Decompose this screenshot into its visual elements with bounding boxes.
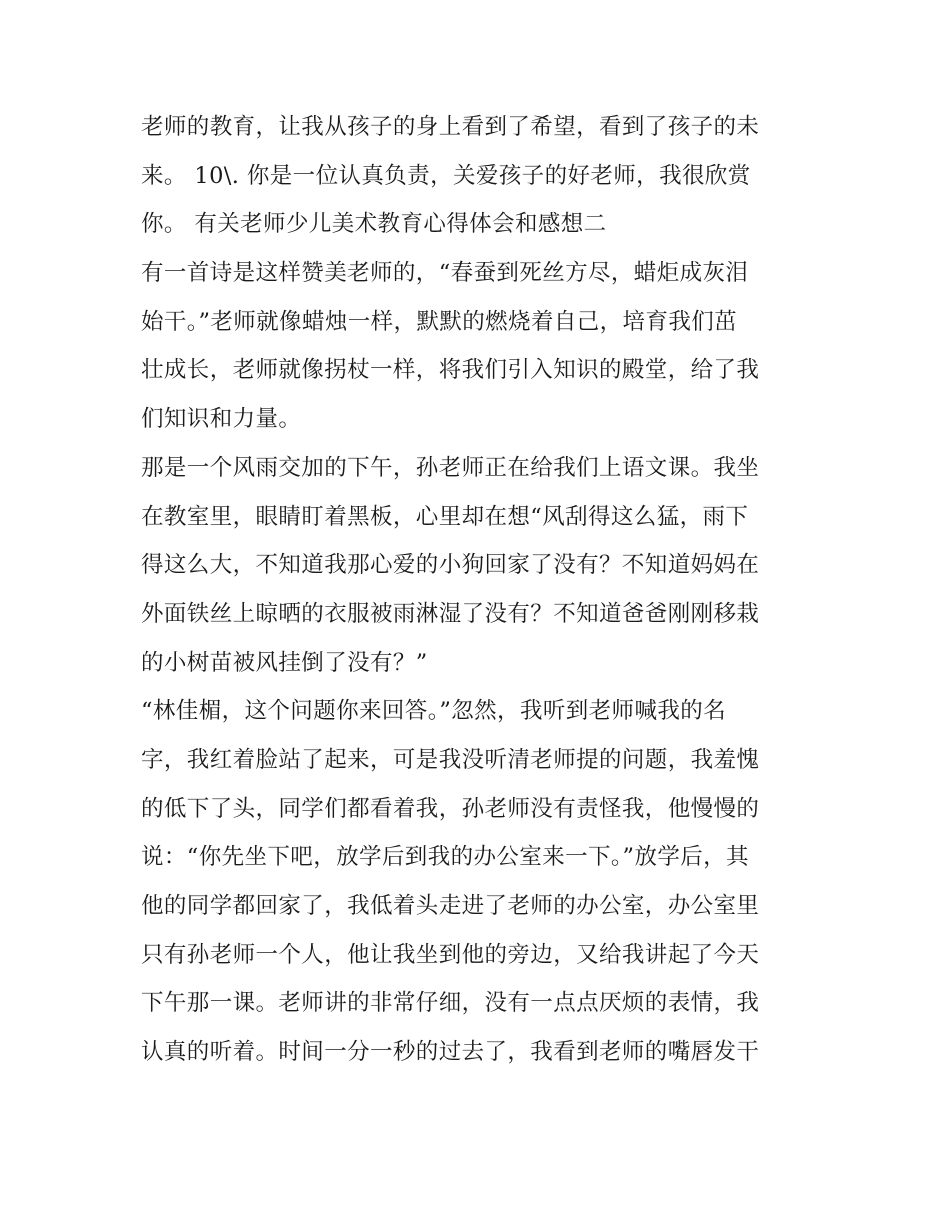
text-line: 有一首诗是这样赞美老师的，“春蚕到死丝方尽，蜡炬成灰泪	[141, 260, 749, 287]
text-line: 的小树苗被风挂倒了没有？”	[141, 649, 428, 676]
text-line: 你。 有关老师少儿美术教育心得体会和感想二	[141, 211, 607, 238]
text-line: 外面铁丝上晾晒的衣服被雨淋湿了没有？不知道爸爸刚刚移栽	[141, 600, 760, 627]
text-line: 下午那一课。老师讲的非常仔细，没有一点点厌烦的表情，我	[141, 990, 760, 1017]
text-line: 只有孙老师一个人，他让我坐到他的旁边，又给我讲起了今天	[141, 941, 760, 968]
text-line: 始干。”老师就像蜡烛一样，默默的燃烧着自己，培育我们茁	[141, 308, 738, 335]
document-body	[141, 103, 821, 1077]
text-line: 他的同学都回家了，我低着头走进了老师的办公室，办公室里	[141, 893, 760, 919]
text-line: 的低下了头，同学们都看着我，孙老师没有责怪我，他慢慢的	[141, 795, 760, 822]
text-line: 老师的教育，让我从孩子的身上看到了希望，看到了孩子的未	[141, 114, 760, 140]
text-line: 认真的听着。时间一分一秒的过去了，我看到老师的嘴唇发干	[141, 1039, 760, 1066]
text-line: 得这么大，不知道我那心爱的小狗回家了没有？不知道妈妈在	[141, 552, 760, 579]
text-line: 那是一个风雨交加的下午，孙老师正在给我们上语文课。我坐	[141, 454, 760, 481]
text-line: 壮成长，老师就像拐杖一样，将我们引入知识的殿堂，给了我	[141, 357, 760, 384]
text-line: 说：“你先坐下吧，放学后到我的办公室来一下。”放学后，其	[141, 844, 749, 871]
text-line: 们知识和力量。	[141, 406, 302, 433]
text-line: 来。 10\. 你是一位认真负责，关爱孩子的好老师，我很欣赏	[141, 162, 751, 189]
text-line: 在教室里，眼睛盯着黑板，心里却在想“风刮得这么猛，雨下	[141, 503, 749, 530]
text-line: “林佳楣，这个问题你来回答。”忽然，我听到老师喊我的名	[141, 698, 727, 725]
text-line: 字，我红着脸站了起来，可是我没听清老师提的问题，我羞愧	[141, 746, 760, 773]
